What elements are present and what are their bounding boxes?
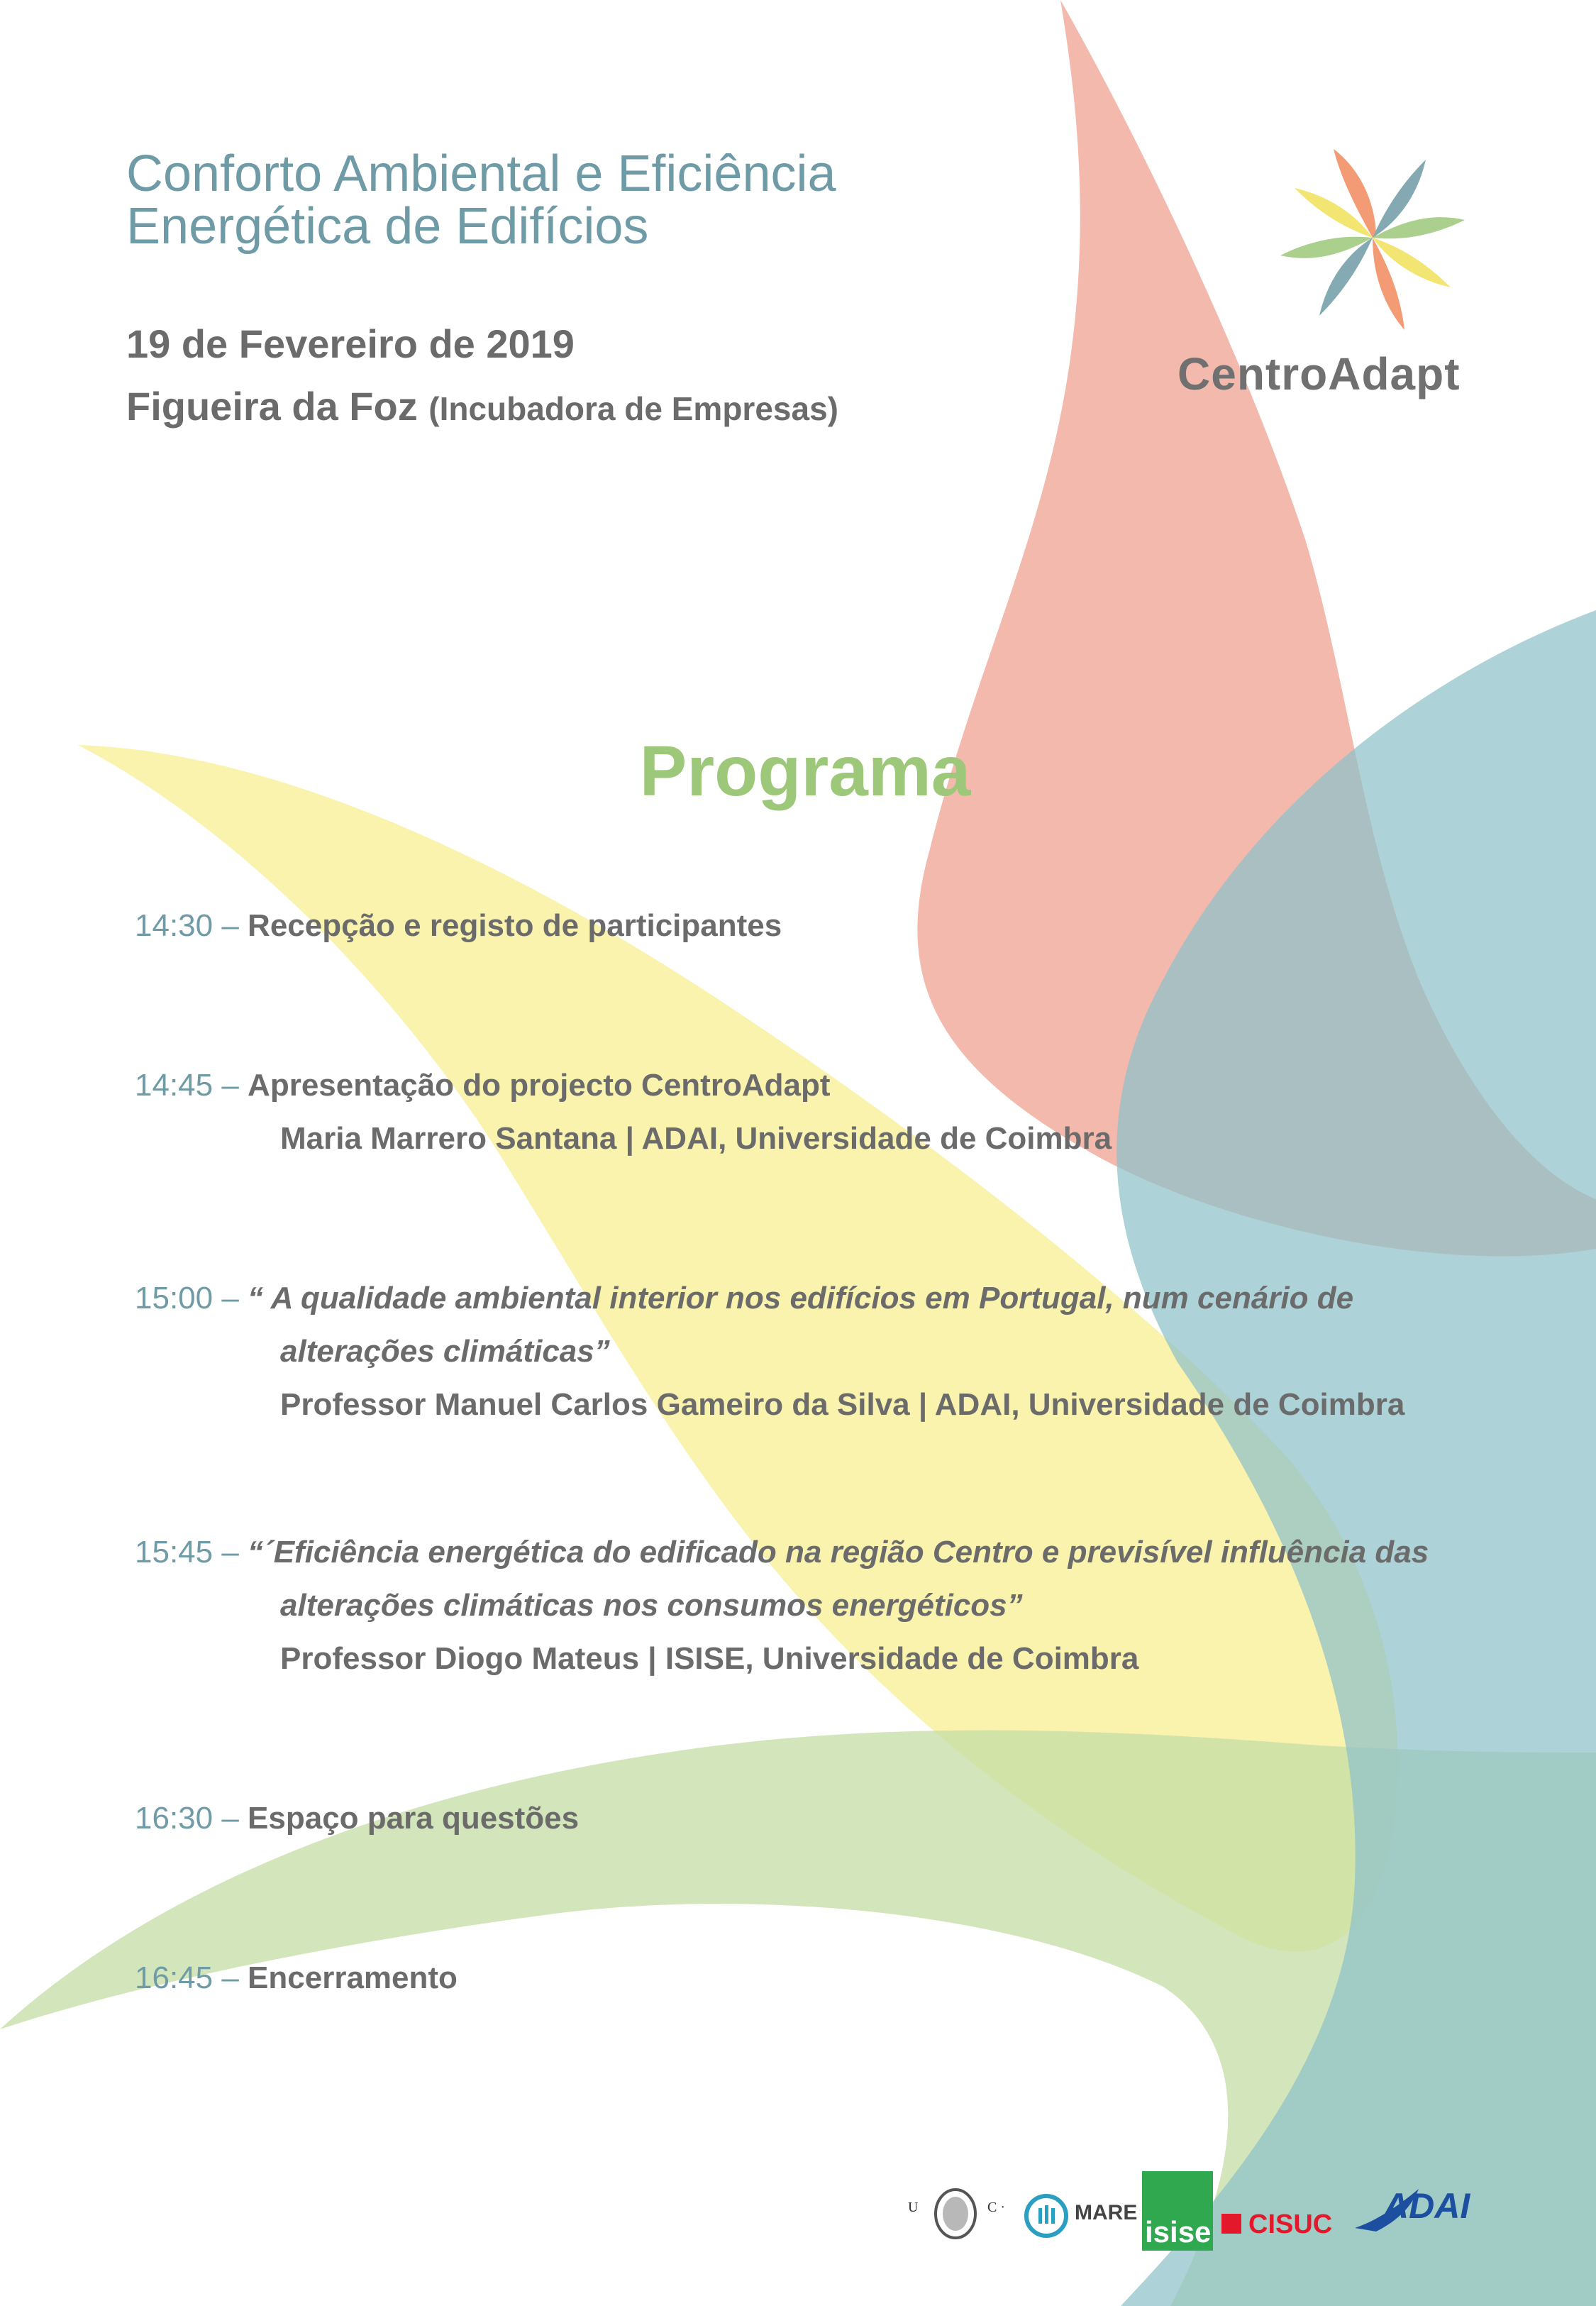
event-location: [126, 383, 838, 429]
agenda-item: [135, 1792, 579, 1845]
agenda-title: Apresentação do projecto CentroAdapt: [248, 1068, 831, 1103]
uc-logo-right-letter: C ·: [987, 2200, 1005, 2215]
program-heading: Programa: [639, 732, 971, 811]
event-title-line2: Energética de Edifícios: [126, 198, 649, 255]
agenda-title: Espaço para questões: [248, 1801, 580, 1836]
partner-logos: [901, 2171, 1539, 2249]
agenda-item: [135, 1951, 458, 2004]
uc-logo-left-letter: U: [908, 2200, 919, 2215]
agenda-item: [135, 899, 782, 952]
cisuc-logo-text: CISUC: [1248, 2210, 1333, 2239]
agenda-speaker: Professor Diogo Mateus | ISISE, Universidade de Coimbra: [280, 1641, 1139, 1676]
agenda-time: 16:30 –: [135, 1801, 239, 1836]
university-seal-icon: [931, 2185, 980, 2242]
agenda-time: 14:45 –: [135, 1068, 239, 1103]
location-city: Figueira da Foz: [126, 384, 418, 429]
mare-logo-text: MARE: [1075, 2201, 1138, 2224]
agenda-talk-title-continued: alterações climáticas nos consumos energéticos”: [280, 1588, 1023, 1623]
agenda-item: [135, 1526, 1429, 1685]
agenda-item: [135, 1271, 1404, 1431]
agenda-speaker: Maria Marrero Santana | ADAI, Universidade de Coimbra: [280, 1121, 1112, 1156]
cisuc-square-icon: [1221, 2214, 1241, 2234]
agenda-item: [135, 1059, 1112, 1165]
agenda-title: Encerramento: [248, 1960, 458, 1995]
agenda-title: Recepção e registo de participantes: [248, 908, 782, 943]
agenda-talk-title-continued: alterações climáticas”: [280, 1334, 610, 1369]
mare-icon: [1023, 2192, 1070, 2239]
agenda-speaker: Professor Manuel Carlos Gameiro da Silva | ADAI, Universidade de Coimbra: [280, 1387, 1405, 1422]
agenda-time: 16:45 –: [135, 1960, 239, 1995]
agenda-time: 14:30 –: [135, 908, 239, 943]
location-venue: (Incubadora de Empresas): [428, 390, 838, 427]
centroadapt-logo: [1163, 142, 1490, 412]
isise-logo-text: isise: [1145, 2215, 1212, 2249]
agenda-time: 15:00 –: [135, 1281, 239, 1315]
agenda-talk-title: “´Eficiência energética do edificado na região Centro e previsível influência das: [248, 1535, 1429, 1569]
adai-logo-text: ADAI: [1383, 2186, 1470, 2226]
event-title-line1: Conforto Ambiental e Eficiência: [126, 145, 836, 202]
agenda-time: 15:45 –: [135, 1535, 239, 1569]
isise-logo: [1142, 2171, 1213, 2251]
event-date: 19 de Fevereiro de 2019: [126, 321, 575, 366]
agenda-talk-title: “ A qualidade ambiental interior nos edifícios em Portugal, num cenário de: [248, 1281, 1354, 1315]
starburst-logo-icon: [1270, 142, 1475, 341]
centroadapt-wordmark: CentroAdapt: [1177, 348, 1461, 399]
event-title: [126, 145, 977, 255]
